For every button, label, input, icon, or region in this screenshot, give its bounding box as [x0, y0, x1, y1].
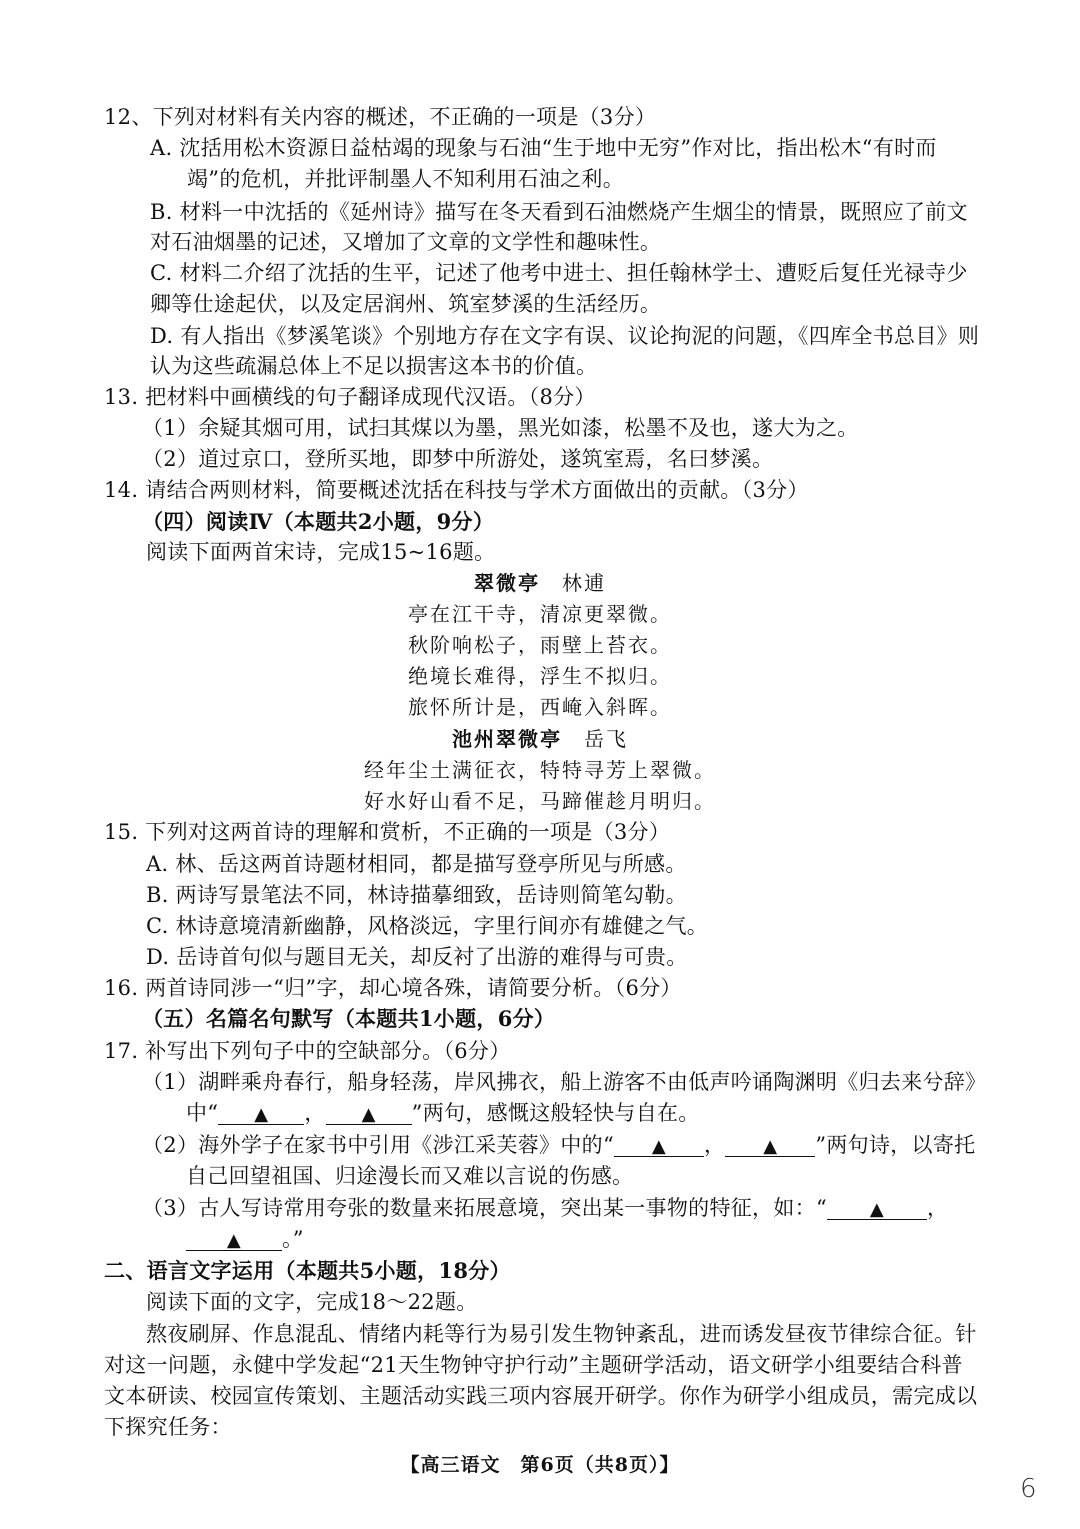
poem1-title: 翠微亭: [474, 571, 540, 595]
poem1-header: [0, 568, 1080, 598]
q12-option-c-line2: 卿等仕途起伏，以及定居润州、筑室梦溪的生活经历。: [150, 292, 662, 316]
q15-option-b: B. 两诗写景笔法不同，林诗描摹细致，岳诗则简笔勾勒。: [146, 883, 687, 907]
q12-option-c-line1: C. 材料二介绍了沈括的生平，记述了他考中进士、担任翰林学士、遭贬后复任光禄寺少: [150, 261, 968, 285]
q17-part3-line1: （3）古人写诗常用夸张的数量来拓展意境，突出某一事物的特征，如：“ ▲ ，: [142, 1196, 949, 1220]
poem2-header: [0, 724, 1080, 754]
poem2-line: 好水好山看不足，马蹄催趁月明归。: [364, 789, 716, 813]
q15-option-c: C. 林诗意境清新幽静，风格淡远，字里行间亦有雄健之气。: [146, 914, 709, 938]
q17-part1-line1: （1）湖畔乘舟春行，船身轻荡，岸风拂衣，船上游客不由低声吟诵陶渊明《归去来兮辞》: [142, 1070, 987, 1094]
q13-stem: 13. 把材料中画横线的句子翻译成现代汉语。（8分）: [104, 385, 596, 409]
answer-blank[interactable]: ▲: [218, 1100, 304, 1125]
poem1-line: 绝境长难得，浮生不拟归。: [408, 664, 672, 688]
poem1-line: 亭在江干寺，清凉更翠微。: [408, 602, 672, 626]
section4-intro: 阅读下面两首宋诗，完成15~16题。: [146, 540, 496, 564]
part2-heading: 二、语言文字运用（本题共5小题，18分）: [104, 1258, 511, 1283]
poem2-title: 池州翠微亭: [452, 727, 562, 751]
q17-part2-line2: 自己回望祖国、归途漫长而又难以言说的伤感。: [186, 1164, 634, 1188]
part2-intro: 阅读下面的文字，完成18～22题。: [146, 1290, 478, 1314]
q14-stem: 14. 请结合两则材料，简要概述沈括在科技与学术方面做出的贡献。（3分）: [104, 478, 809, 502]
page-number: 6: [1020, 1474, 1037, 1504]
q12-option-d-line2: 认为这些疏漏总体上不足以损害这本书的价值。: [150, 354, 598, 378]
q15-option-a: A. 林、岳这两首诗题材相同，都是描写登亭所见与所感。: [146, 852, 687, 876]
part2-paragraph-line: 文本研读、校园宣传策划、主题活动实践三项内容展开研学。你作为研学小组成员，需完成以: [104, 1384, 978, 1408]
q12-option-b-line1: B. 材料一中沈括的《延州诗》描写在冬天看到石油燃烧产生烟尘的情景，既照应了前文: [150, 200, 968, 224]
page-footer: 【高三语文 第6页（共8页）】: [400, 1454, 680, 1476]
q15-stem: 15. 下列对这两首诗的理解和赏析，不正确的一项是（3分）: [104, 820, 671, 844]
q12-option-d-line1: D. 有人指出《梦溪笔谈》个别地方存在文字有误、议论拘泥的问题，《四库全书总目》则: [150, 324, 980, 348]
poem1-line: 旅怀所计是，西崦入斜晖。: [408, 695, 672, 719]
part2-paragraph-line: 对这一问题，永健中学发起“21天生物钟守护行动”主题研学活动，语文研学小组要结合科普: [104, 1353, 963, 1377]
part2-paragraph-line: 熬夜刷屏、作息混乱、情绪内耗等行为易引发生物钟紊乱，进而诱发昼夜节律综合征。针: [146, 1322, 977, 1346]
poem1-line: 秋阶响松子，雨壁上苔衣。: [408, 633, 672, 657]
section4-heading: （四）阅读Ⅳ（本题共2小题，9分）: [142, 509, 495, 534]
q12-option-b-line2: 对石油烟墨的记述，又增加了文章的文学性和趣味性。: [150, 230, 662, 254]
part2-paragraph-line: 下探究任务：: [104, 1415, 232, 1439]
q13-sentence-1: （1）余疑其烟可用，试扫其煤以为墨，黑光如漆，松墨不及也，遂大为之。: [142, 416, 859, 440]
poem1-author: 林逋: [562, 571, 606, 595]
q12-option-a-line2: 竭”的危机，并批评制墨人不知利用石油之利。: [187, 167, 625, 191]
answer-blank[interactable]: ▲: [326, 1100, 412, 1125]
q17-part2-line1: （2）海外学子在家书中引用《涉江采芙蓉》中的“ ▲ ， ▲ ”两句诗，以寄托: [142, 1133, 976, 1157]
q15-option-d: D. 岳诗首句似与题目无关，却反衬了出游的难得与可贵。: [146, 945, 688, 969]
q13-sentence-2: （2）道过京口，登所买地，即梦中所游处，遂筑室焉，名曰梦溪。: [142, 447, 774, 471]
q12-option-a-line1: A. 沈括用松木资源日益枯竭的现象与石油“生于地中无穷”作对比，指出松木“有时而: [150, 136, 937, 160]
answer-blank[interactable]: ▲: [186, 1226, 282, 1251]
poem2-author: 岳飞: [584, 727, 628, 751]
q17-part1-line2: 中“ ▲ ， ▲ ”两句，感慨这般轻快与自在。: [186, 1101, 700, 1125]
poem2-line: 经年尘土满征衣，特特寻芳上翠微。: [364, 758, 716, 782]
answer-blank[interactable]: ▲: [614, 1132, 704, 1157]
answer-blank[interactable]: ▲: [725, 1132, 815, 1157]
q17-stem: 17. 补写出下列句子中的空缺部分。（6分）: [104, 1039, 511, 1063]
section5-heading: （五）名篇名句默写（本题共1小题，6分）: [142, 1006, 556, 1031]
q16-stem: 16. 两首诗同涉一“归”字，却心境各殊，请简要分析。（6分）: [104, 976, 682, 1000]
q12-stem: 12、下列对材料有关内容的概述，不正确的一项是（3分）: [104, 105, 657, 129]
q17-part3-line2: ▲ 。”: [186, 1224, 304, 1254]
answer-blank[interactable]: ▲: [827, 1195, 927, 1220]
